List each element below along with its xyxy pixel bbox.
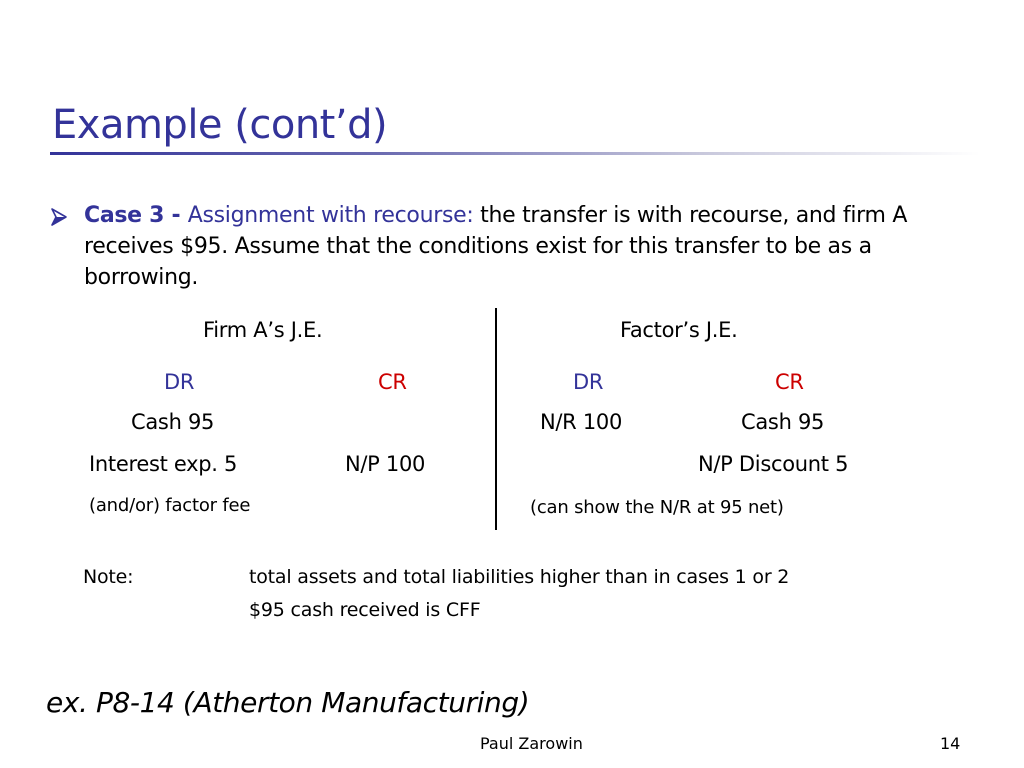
exercise-reference: ex. P8-14 (Atherton Manufacturing): [46, 686, 530, 719]
firm-cr-label: CR: [378, 370, 407, 394]
firm-cr-line2: N/P 100: [345, 452, 426, 476]
case-label: Case 3 -: [84, 203, 188, 228]
page-number: 14: [940, 734, 961, 753]
factor-cr-label: CR: [775, 370, 804, 394]
factor-je-note: (can show the N/R at 95 net): [530, 497, 784, 518]
arrow-bullet-icon: [50, 207, 68, 227]
note-label: Note:: [83, 566, 134, 588]
case-text: the transfer is with recourse, and firm A receives $95. Assume that the conditions exist for this transfer to be as a borrowing.: [84, 203, 908, 290]
title-underline: [50, 152, 980, 155]
factor-cr-line1: Cash 95: [741, 410, 825, 434]
note-line2: $95 cash received is CFF: [249, 599, 481, 621]
case-description: [84, 200, 984, 293]
firm-dr-line2: Interest exp. 5: [89, 452, 238, 476]
footer-author: Paul Zarowin: [480, 734, 583, 753]
factor-dr-line1: N/R 100: [540, 410, 623, 434]
factor-je-heading: Factor’s J.E.: [620, 318, 738, 342]
slide-title: Example (cont’d): [52, 102, 388, 148]
firm-je-heading: Firm A’s J.E.: [203, 318, 323, 342]
note-line1: total assets and total liabilities higher than in cases 1 or 2: [249, 566, 790, 588]
firm-je-note: (and/or) factor fee: [89, 495, 251, 516]
journal-divider: [495, 308, 497, 530]
case-type: Assignment with recourse:: [187, 203, 474, 228]
factor-dr-label: DR: [573, 370, 604, 394]
firm-dr-label: DR: [164, 370, 195, 394]
firm-dr-line1: Cash 95: [131, 410, 215, 434]
factor-cr-line2: N/P Discount 5: [698, 452, 849, 476]
